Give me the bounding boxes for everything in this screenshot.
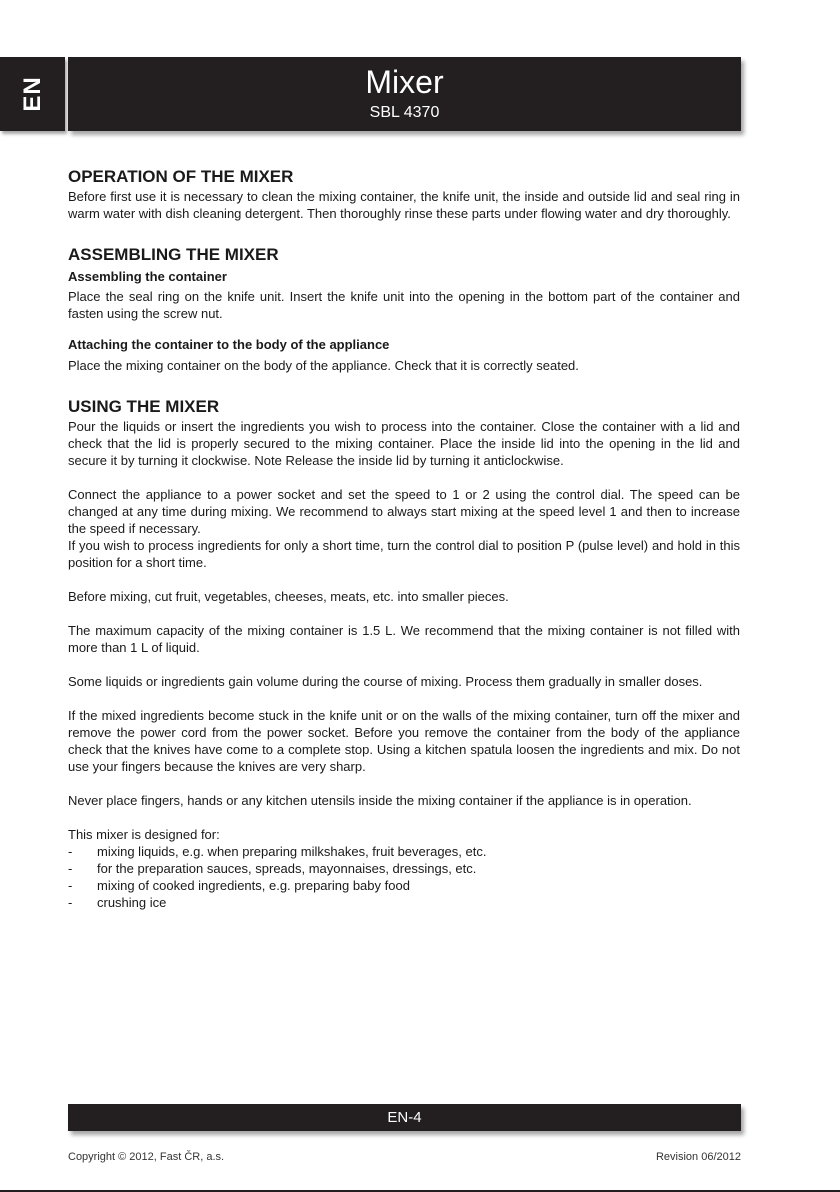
model-number: SBL 4370 [369, 104, 440, 121]
section-heading-operation: OPERATION OF THE MIXER [68, 167, 294, 186]
section-heading-using: USING THE MIXER [68, 397, 220, 416]
list-item-text: mixing of cooked ingredients, e.g. preparing baby food [97, 878, 410, 893]
designed-for-list [68, 843, 740, 911]
list-dash: - [68, 861, 73, 876]
using-paragraph-3: If you wish to process ingredients for only a short time, turn the control dial to position P (pulse level) and hold in this position for a short time. [68, 538, 740, 570]
list-item [68, 894, 740, 911]
using-paragraph-5: The maximum capacity of the mixing container is 1.5 L. We recommend that the mixing container is not filled with more than 1 L of liquid. [68, 623, 740, 655]
operation-text: Before first use it is necessary to clean the mixing container, the knife unit, the inside and outside lid and seal ring in warm water with dish cleaning detergent. Then thoroughly rinse these parts under flowing water and dry thoroughly. [68, 189, 740, 221]
list-dash: - [68, 844, 73, 859]
section-heading-assembling: ASSEMBLING THE MIXER [68, 245, 279, 264]
list-item-text: mixing liquids, e.g. when preparing milkshakes, fruit beverages, etc. [97, 844, 487, 859]
subheading-assembling-container: Assembling the container [68, 269, 227, 284]
list-item [68, 843, 740, 860]
language-label: EN [18, 76, 46, 112]
main-content [68, 166, 740, 911]
using-paragraph-9: This mixer is designed for: [68, 827, 220, 842]
list-item-text: for the preparation sauces, spreads, mayonnaises, dressings, etc. [97, 861, 477, 876]
revision-label: Revision 06/2012 [655, 1151, 741, 1163]
list-dash: - [68, 878, 73, 893]
list-item [68, 860, 740, 877]
list-item-text: crushing ice [97, 895, 167, 910]
list-dash: - [68, 895, 73, 910]
attaching-container-text: Place the mixing container on the body of the appliance. Check that it is correctly seated. [68, 358, 579, 373]
using-paragraph-2: Connect the appliance to a power socket and set the speed to 1 or 2 using the control dial. The speed can be changed at any time during mixing. We recommend to always start mixing at the speed level 1 and then to increase the speed if necessary. [68, 487, 740, 536]
subheading-attaching-container: Attaching the container to the body of the appliance [68, 337, 390, 352]
list-item [68, 877, 740, 894]
page-number: EN-4 [387, 1109, 422, 1126]
using-paragraph-7: If the mixed ingredients become stuck in the knife unit or on the walls of the mixing container, turn off the mixer and remove the power cord from the power socket. Before you remove the container from the body of the appliance check that the knives have come to a complete stop. Using a kitchen spatula loosen the ingredients and mix. Do not use your fingers because the knives are very sharp. [68, 708, 740, 774]
using-paragraph-1: Pour the liquids or insert the ingredients you wish to process into the container. Close the container with a lid and check that the lid is properly secured to the mixing container. Place the inside lid into the opening in the lid and secure it by turning it clockwise. Note Release the inside lid by turning it anticlockwise. [68, 419, 740, 468]
header-banner [68, 57, 741, 131]
footer-banner [68, 1104, 741, 1131]
assembling-container-text: Place the seal ring on the knife unit. Insert the knife unit into the opening in the bottom part of the container and fasten using the screw nut. [68, 289, 740, 321]
language-tab [0, 57, 65, 131]
using-paragraph-8: Never place fingers, hands or any kitchen utensils inside the mixing container if the appliance is in operation. [68, 793, 692, 808]
page-title: Mixer [365, 64, 444, 100]
using-paragraph-6: Some liquids or ingredients gain volume during the course of mixing. Process them gradually in smaller doses. [68, 674, 703, 689]
copyright-notice: Copyright © 2012, Fast ČR, a.s. [68, 1151, 225, 1163]
using-paragraph-4: Before mixing, cut fruit, vegetables, cheeses, meats, etc. into smaller pieces. [68, 589, 509, 604]
